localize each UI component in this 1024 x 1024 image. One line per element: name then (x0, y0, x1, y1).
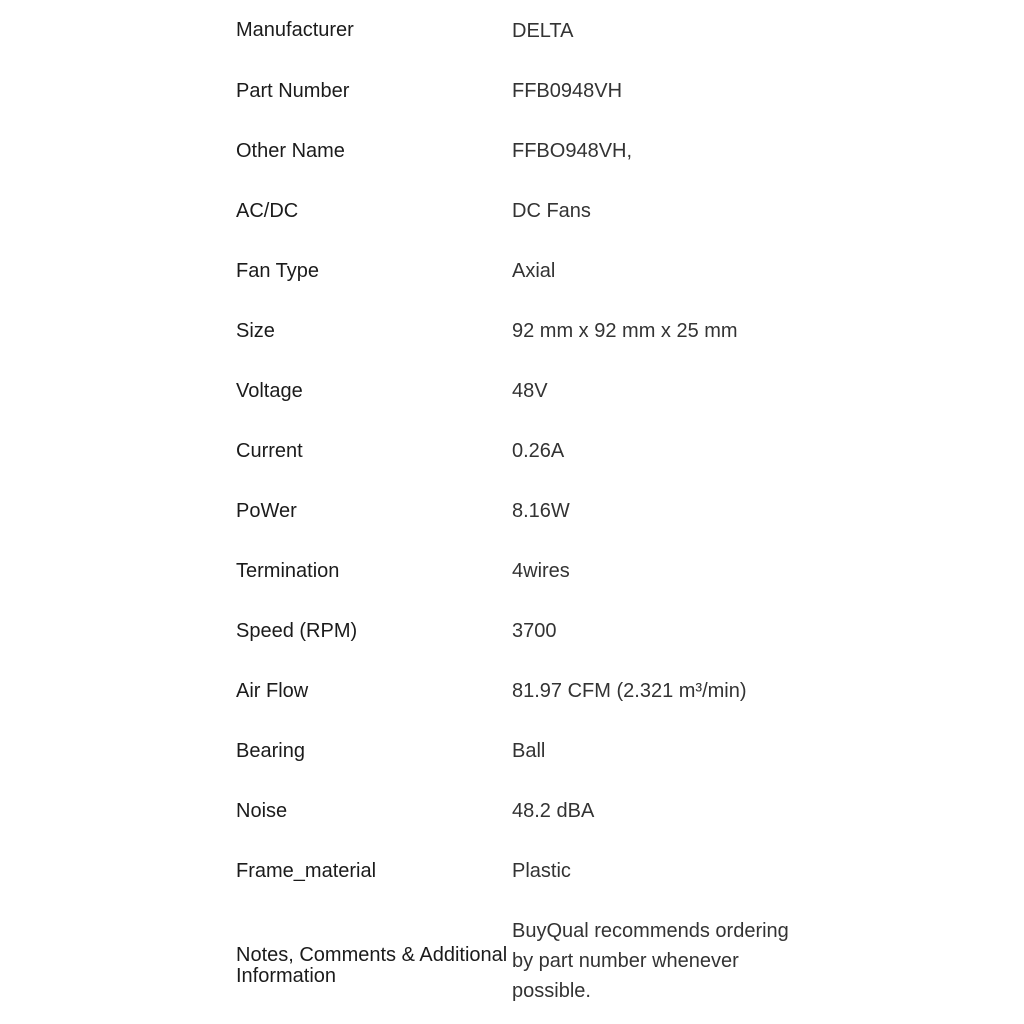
spec-label: Size (236, 319, 275, 342)
spec-row-part-number (236, 61, 836, 121)
spec-row-power (236, 481, 836, 541)
spec-row-termination (236, 541, 836, 601)
spec-label: Current (236, 439, 303, 462)
spec-label: Bearing (236, 739, 305, 762)
spec-value: 3700 (512, 620, 557, 642)
spec-row-current (236, 421, 836, 481)
spec-label: Termination (236, 559, 340, 582)
spec-value: 8.16W (512, 500, 570, 522)
spec-label: Frame_material (236, 859, 377, 882)
spec-row-noise (236, 781, 836, 841)
spec-row-notes (236, 901, 836, 1021)
spec-label: Manufacturer (236, 19, 354, 41)
spec-value: DC Fans (512, 200, 591, 222)
spec-label: Part Number (236, 79, 350, 102)
spec-label: Notes, Comments & Additional Information (236, 944, 508, 987)
spec-row-air-flow (236, 661, 836, 721)
spec-row-manufacturer (236, 0, 836, 61)
spec-value: Ball (512, 740, 546, 762)
spec-row-voltage (236, 361, 836, 421)
spec-label: Air Flow (236, 679, 309, 702)
spec-value: 92 mm x 92 mm x 25 mm (512, 320, 738, 342)
spec-row-size (236, 301, 836, 361)
spec-value: 0.26A (512, 440, 565, 462)
spec-value: BuyQual recommends ordering by part number whenever possible. (512, 920, 789, 1002)
spec-label: Voltage (236, 379, 303, 402)
spec-label: Noise (236, 799, 288, 822)
spec-value: FFB0948VH (512, 80, 623, 102)
spec-row-fan-type (236, 241, 836, 301)
spec-label: PoWer (236, 499, 297, 522)
spec-value: 48V (512, 380, 548, 402)
spec-value: DELTA (512, 19, 574, 42)
spec-value: 4wires (512, 560, 570, 582)
spec-label: Fan Type (236, 259, 320, 282)
spec-label: Other Name (236, 139, 345, 162)
spec-row-frame-material (236, 841, 836, 901)
spec-value: Axial (512, 260, 556, 282)
spec-label: Speed (RPM) (236, 619, 358, 642)
spec-value: 81.97 CFM (2.321 m³/min) (512, 680, 747, 702)
spec-row-speed (236, 601, 836, 661)
spec-table (236, 0, 836, 1021)
spec-value: FFBO948VH, (512, 140, 633, 162)
spec-row-ac-dc (236, 181, 836, 241)
spec-row-other-name (236, 121, 836, 181)
spec-label: AC/DC (236, 199, 299, 222)
spec-value: 48.2 dBA (512, 800, 595, 822)
spec-value: Plastic (512, 860, 571, 882)
spec-row-bearing (236, 721, 836, 781)
